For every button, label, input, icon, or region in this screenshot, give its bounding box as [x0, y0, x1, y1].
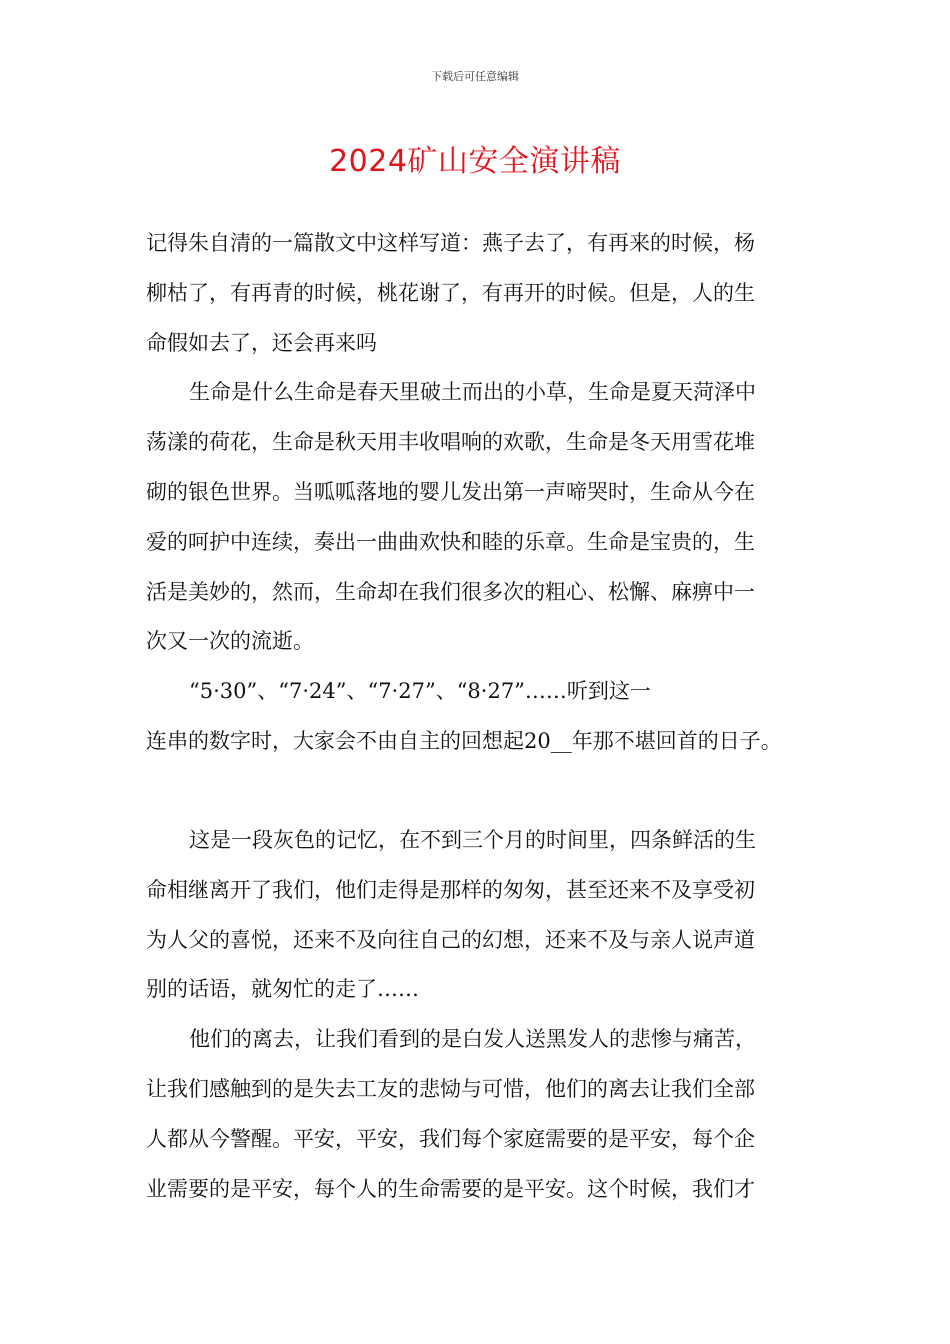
header-note: 下载后可任意编辑 [431, 70, 519, 83]
text-line: 他们的离去，让我们看到的是白发人送黑发人的悲惨与痛苦， [189, 1027, 756, 1051]
text-line: 业需要的是平安，每个人的生命需要的是平安。这个时候，我们才 [146, 1177, 755, 1201]
text-line: 荡漾的荷花，生命是秋天用丰收唱响的欢歌，生命是冬天用雪花堆 [146, 430, 755, 454]
text-line: 爱的呵护中连续，奏出一曲曲欢快和睦的乐章。生命是宝贵的，生 [146, 530, 755, 554]
text-line: 砌的银色世界。当呱呱落地的婴儿发出第一声啼哭时，生命从今在 [146, 480, 755, 504]
text-line: 人都从今警醒。平安，平安，我们每个家庭需要的是平安，每个企 [146, 1127, 755, 1151]
text-line: 记得朱自清的一篇散文中这样写道：燕子去了，有再来的时候，杨 [146, 231, 755, 255]
text-line: 命相继离开了我们，他们走得是那样的匆匆，甚至还来不及享受初 [146, 878, 755, 902]
text-line: 活是美妙的，然而，生命却在我们很多次的粗心、松懈、麻痹中一 [146, 580, 755, 604]
text-line: 连串的数字时，大家会不由自主的回想起20__年那不堪回首的日子。 [146, 729, 782, 753]
text-line: 命假如去了，还会再来吗 [146, 331, 377, 355]
text-line: 别的话语，就匆忙的走了…… [146, 977, 419, 1001]
text-line: 次又一次的流逝。 [146, 629, 314, 653]
text-line: 让我们感触到的是失去工友的悲恸与可惜，他们的离去让我们全部 [146, 1077, 755, 1101]
text-line: 为人父的喜悦，还来不及向往自己的幻想，还来不及与亲人说声道 [146, 928, 755, 952]
page-title: 2024矿山安全演讲稿 [329, 144, 621, 179]
text-line: 柳枯了，有再青的时候，桃花谢了，有再开的时候。但是，人的生 [146, 281, 755, 305]
text-line: “5·30”、“7·24”、“7·27”、“8·27”……听到这一 [189, 679, 651, 703]
text-line: 这是一段灰色的记忆，在不到三个月的时间里，四条鲜活的生 [189, 828, 756, 852]
text-line: 生命是什么生命是春天里破土而出的小草，生命是夏天菏泽中 [189, 380, 756, 404]
